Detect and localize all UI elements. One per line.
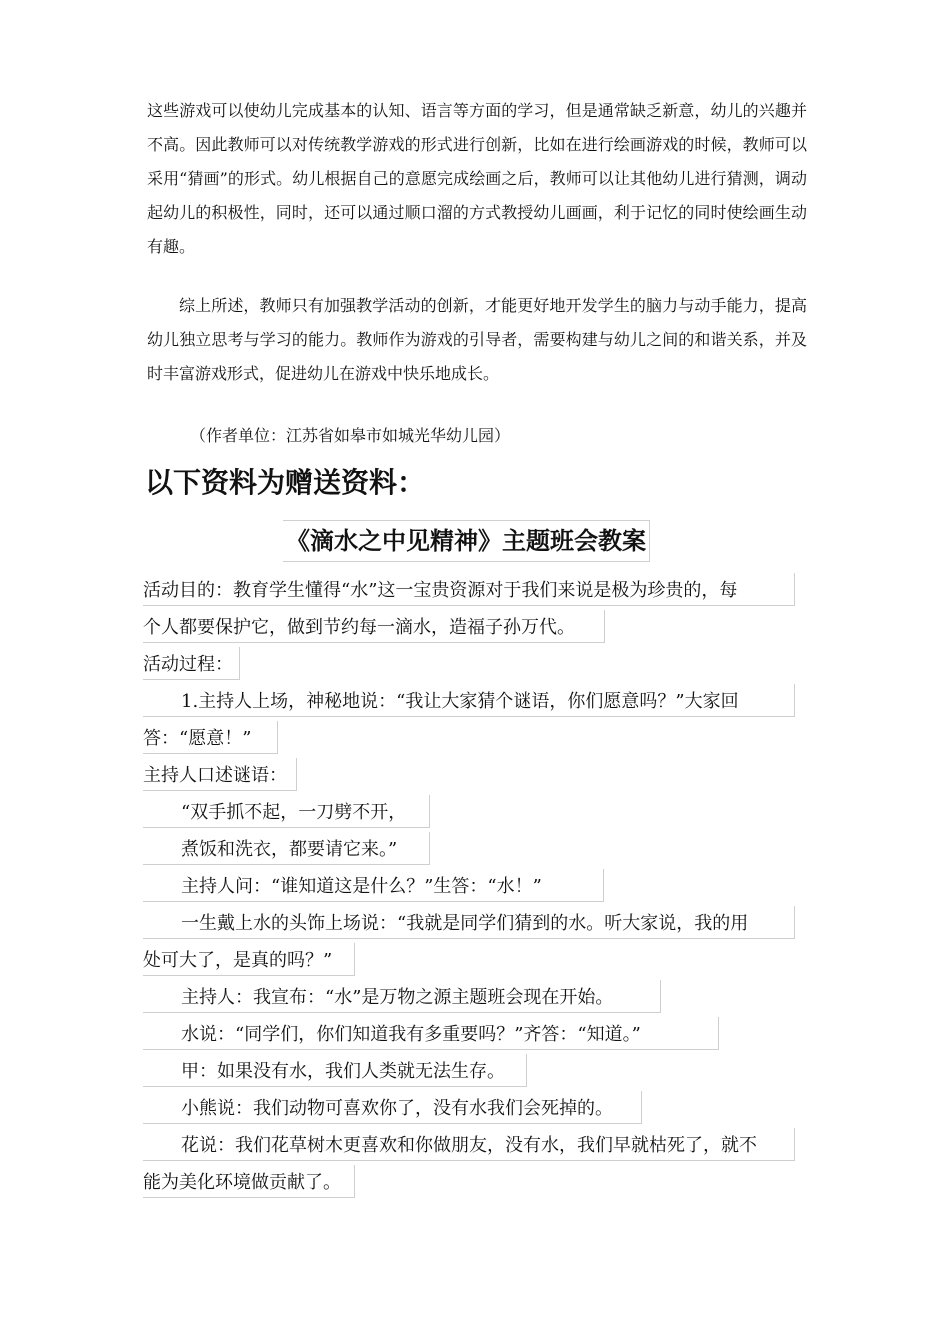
lesson-plan-title: 《滴水之中见精神》主题班会教案 — [283, 520, 650, 562]
lesson-line: “双手抓不起，一刀劈不开， — [143, 795, 430, 828]
lesson-line: 甲：如果没有水，我们人类就无法生存。 — [143, 1054, 527, 1087]
gift-materials-heading: 以下资料为赠送资料： — [145, 466, 426, 499]
lesson-line: 主持人：我宣布：“水”是万物之源主题班会现在开始。 — [143, 980, 661, 1013]
lesson-line: 处可大了，是真的吗？” — [143, 943, 355, 976]
lesson-line: 花说：我们花草树木更喜欢和你做朋友，没有水，我们早就枯死了，就不 — [143, 1128, 795, 1161]
lesson-line: 能为美化环境做贡献了。 — [143, 1165, 355, 1198]
lesson-line: 1.主持人上场，神秘地说：“我让大家猜个谜语，你们愿意吗？”大家回 — [143, 684, 795, 717]
lesson-line: 小熊说：我们动物可喜欢你了，没有水我们会死掉的。 — [143, 1091, 642, 1124]
lesson-line: 水说：“同学们，你们知道我有多重要吗？”齐答：“知道。” — [143, 1017, 719, 1050]
lesson-line: 一生戴上水的头饰上场说：“我就是同学们猜到的水。听大家说，我的用 — [143, 906, 795, 939]
lesson-line: 活动目的：教育学生懂得“水”这一宝贵资源对于我们来说是极为珍贵的，每 — [143, 573, 795, 606]
paragraph-games-innovation: 这些游戏可以使幼儿完成基本的认知、语言等方面的学习，但是通常缺乏新意，幼儿的兴趣并不高。因此教师可以对传统教学游戏的形式进行创新，比如在进行绘画游戏的时候，教师可以采用“猜画”的形式。幼儿根据自己的意愿完成绘画之后，教师可以让其他幼儿进行猜测，调动起幼儿的积极性，同时，还可以通过顺口溜的方式教授幼儿画画，利于记忆的同时使绘画生动有趣。 — [147, 101, 807, 256]
lesson-line: 主持人问：“谁知道这是什么？”生答：“水！” — [143, 869, 604, 902]
lesson-line: 煮饭和洗衣，都要请它来。” — [143, 832, 430, 865]
paragraph-conclusion: 综上所述，教师只有加强教学活动的创新，才能更好地开发学生的脑力与动手能力，提高幼儿独立思考与学习的能力。教师作为游戏的引导者，需要构建与幼儿之间的和谐关系，并及时丰富游戏形式，促进幼儿在游戏中快乐地成长。 — [147, 296, 807, 383]
lesson-line: 答：“愿意！” — [143, 721, 278, 754]
lesson-line: 活动过程： — [143, 647, 240, 680]
lesson-line: 个人都要保护它，做到节约每一滴水，造福子孙万代。 — [143, 610, 605, 643]
author-affiliation: （作者单位：江苏省如皋市如城光华幼儿园） — [190, 426, 511, 445]
lesson-line: 主持人口述谜语： — [143, 758, 297, 791]
